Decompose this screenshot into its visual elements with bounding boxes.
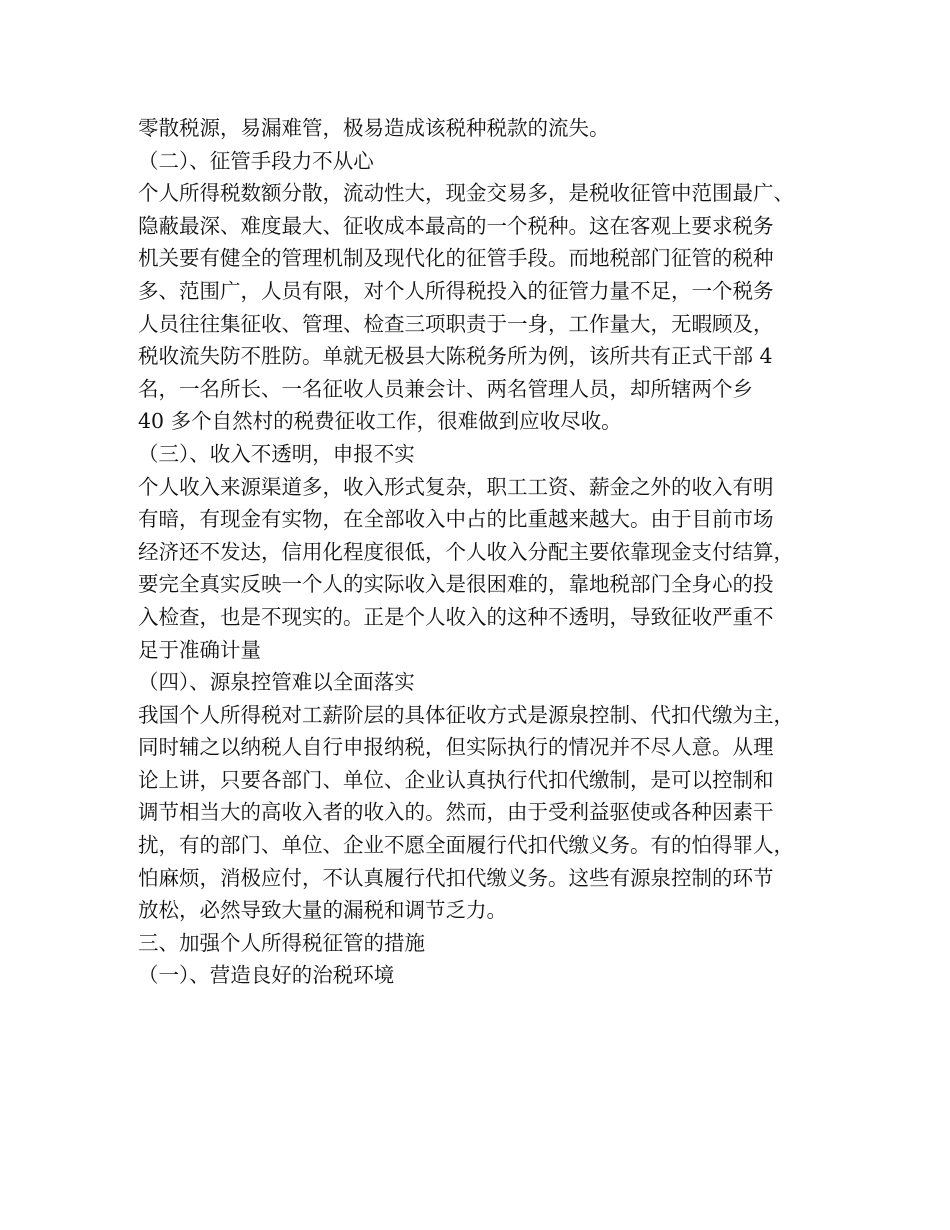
section-heading: 三、加强个人所得税征管的措施 — [138, 930, 425, 955]
text-line: 论上讲，只要各部门、单位、企业认真执行代扣代缴制，是可以控制和 — [138, 767, 774, 792]
text-line: 名，一名所长、一名征收人员兼会计、两名管理人员，却所辖两个乡 — [138, 376, 753, 401]
text-line: 零散税源，易漏难管，极易造成该税种税款的流失。 — [138, 116, 610, 140]
text-line: 入检查，也是不现实的。正是个人收入的这种不透明，导致征收严重不 — [138, 604, 774, 629]
text-line: 要完全真实反映一个人的实际收入是很困难的，靠地税部门全身心的投 — [138, 572, 774, 597]
section-heading: （一）、营造良好的治税环境 — [138, 963, 395, 988]
section-heading: （二）、征管手段力不从心 — [138, 148, 374, 173]
text-line: 怕麻烦，消极应付，不认真履行代扣代缴义务。这些有源泉控制的环节 — [138, 865, 774, 890]
document-body — [138, 112, 838, 992]
text-line: 扰，有的部门、单位、企业不愿全面履行代扣代缴义务。有的怕得罪人， — [138, 833, 794, 858]
text-line: 人员往往集征收、管理、检查三项职责于一身，工作量大，无暇顾及， — [138, 311, 774, 336]
section-heading: （四）、源泉控管难以全面落实 — [138, 670, 415, 695]
section-heading: （三）、收入不透明，申报不实 — [138, 441, 415, 466]
text-line: 调节相当大的高收入者的收入的。然而，由于受利益驱使或各种因素干 — [138, 800, 774, 825]
text-line: 放松，必然导致大量的漏税和调节乏力。 — [138, 898, 507, 923]
text-line: 多、范围广，人员有限，对个人所得税投入的征管力量不足，一个税务 — [138, 278, 774, 303]
text-line: 我国个人所得税对工薪阶层的具体征收方式是源泉控制、代扣代缴为主， — [138, 702, 794, 727]
text-line: 隐蔽最深、难度最大、征收成本最高的一个税种。这在客观上要求税务 — [138, 213, 774, 238]
text-line: 个人收入来源渠道多，收入形式复杂，职工工资、薪金之外的收入有明 — [138, 474, 774, 499]
text-line: 有暗，有现金有实物，在全部收入中占的比重越来越大。由于目前市场 — [138, 507, 774, 532]
text-line: 税收流失防不胜防。单就无极县大陈税务所为例，该所共有正式干部 4 — [138, 344, 773, 369]
text-line: 机关要有健全的管理机制及现代化的征管手段。而地税部门征管的税种 — [138, 246, 774, 271]
text-line: 个人所得税数额分散，流动性大，现金交易多，是税收征管中范围最广、 — [138, 181, 794, 206]
text-line: 40 多个自然村的税费征收工作，很难做到应收尽收。 — [138, 409, 622, 434]
text-line: 同时辅之以纳税人自行申报纳税，但实际执行的情况并不尽人意。从理 — [138, 735, 774, 760]
text-line: 经济还不发达，信用化程度很低，个人收入分配主要依靠现金支付结算， — [138, 539, 794, 564]
text-line: 足于准确计量 — [138, 637, 261, 662]
